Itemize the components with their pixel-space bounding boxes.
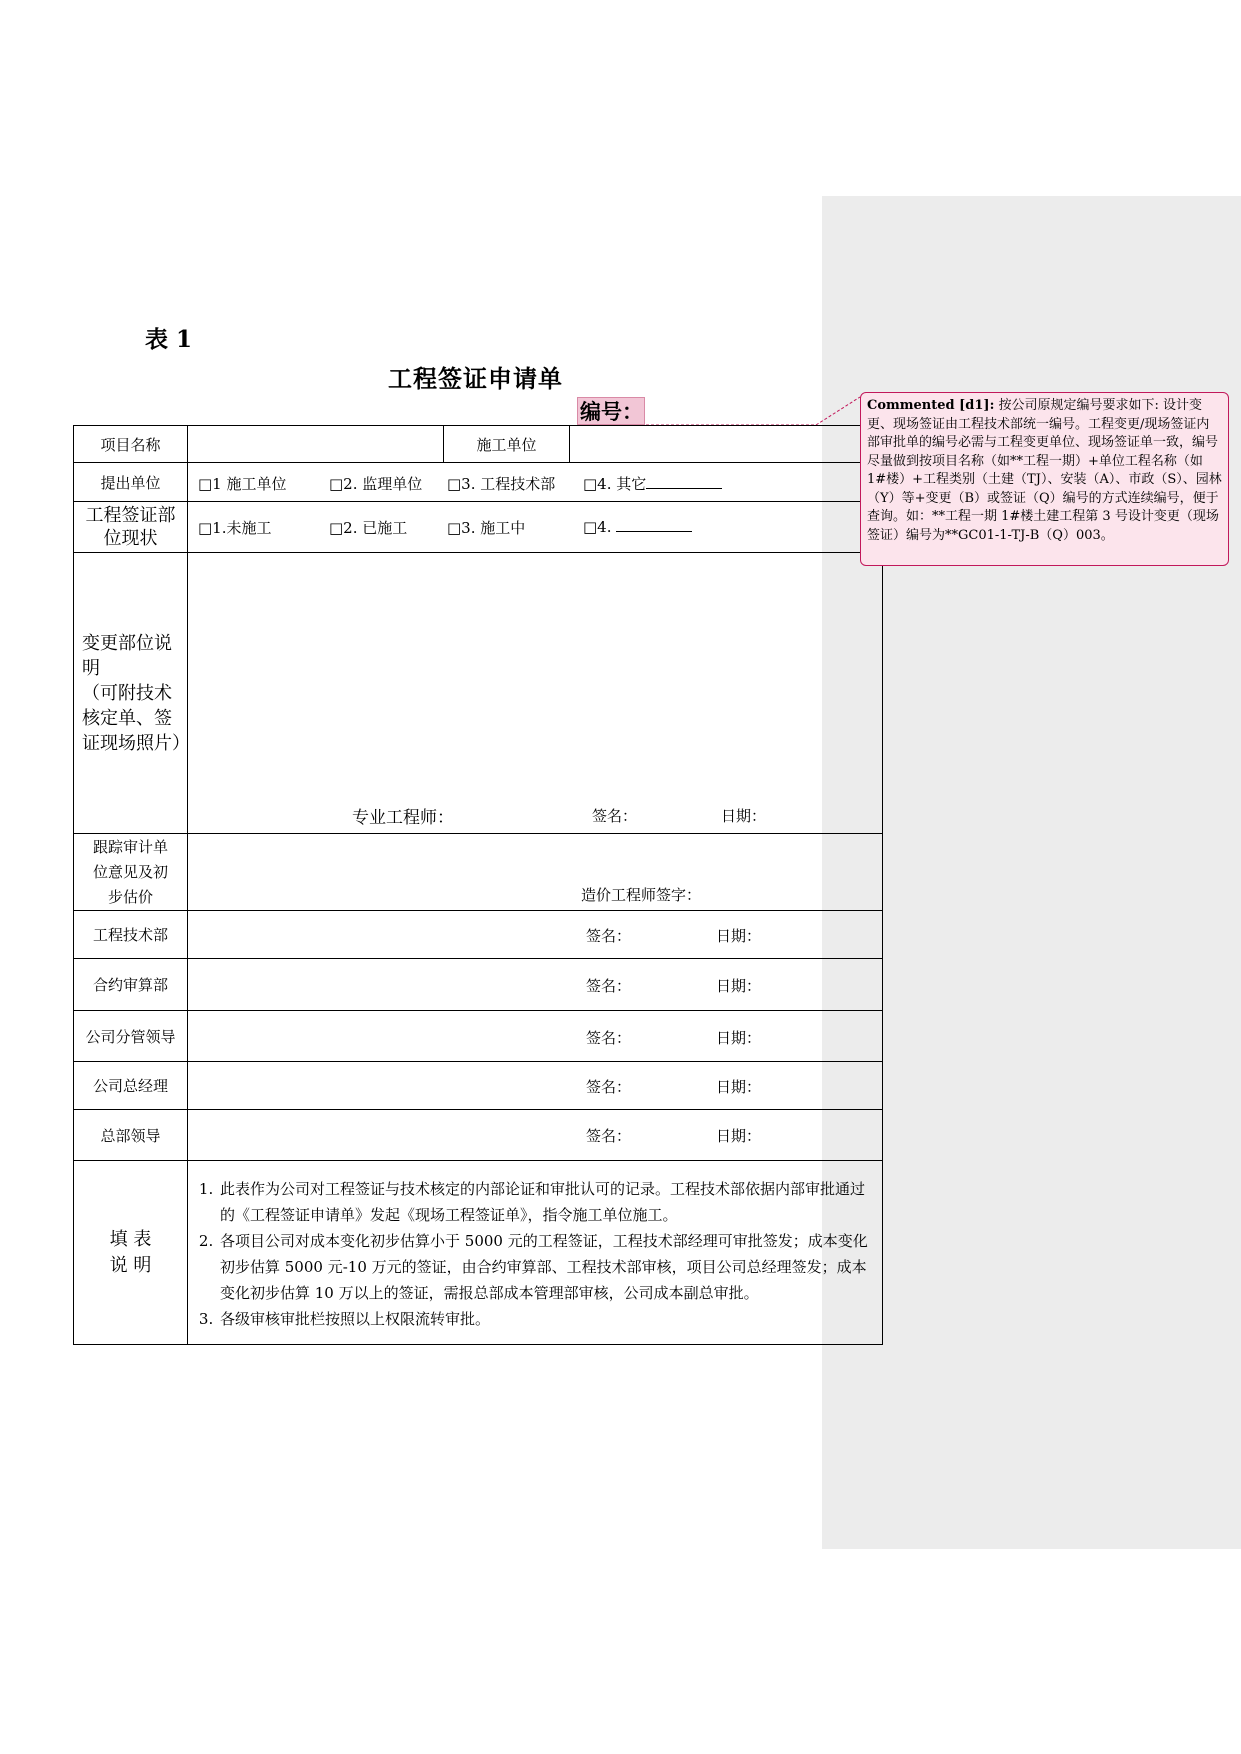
- table-label: 表 1: [145, 326, 193, 353]
- site-status-options: [188, 502, 883, 553]
- engineer-sign-label: 签名：: [592, 807, 638, 825]
- review-comment-balloon[interactable]: [860, 392, 1229, 566]
- instruction-item: 3. 各级审核审批栏按照以上权限流转审批。: [218, 1306, 874, 1332]
- comment-author: Commented [d1]:: [867, 398, 995, 413]
- approval-row: [74, 911, 883, 959]
- row-submitter: [74, 463, 883, 502]
- instructions-label: [74, 1161, 188, 1345]
- instruction-item: 2. 各项目公司对成本变化初步估算小于 5000 元的工程签证，工程技术部经理可审批签发；成本变化初步估算 5000 元-10 万元的签证，由合约审算部、工程技术部审核，项目公司总经理签发；成本变化初步估算 10 万以上的签证，需报总部成本管理部审核，公司成本副总审批。: [218, 1228, 874, 1306]
- approval-sign-label: 签名：: [586, 1127, 632, 1145]
- approval-row: [74, 959, 883, 1011]
- approval-date-label: 日期：: [716, 1029, 762, 1047]
- serial-number-label[interactable]: 编号：: [577, 397, 645, 425]
- status-option-other[interactable]: [583, 517, 692, 536]
- row-audit: [74, 834, 883, 911]
- visa-application-form: [73, 425, 883, 1345]
- change-label-line1: 变更部位说: [82, 632, 172, 654]
- status-option-completed[interactable]: □2. 已施工: [329, 519, 408, 537]
- change-description-field[interactable]: [188, 553, 883, 834]
- approval-label-vp: 公司分管领导: [74, 1011, 188, 1062]
- approval-field-vp[interactable]: [188, 1011, 883, 1062]
- change-label-line2: 明: [82, 657, 100, 679]
- site-status-label-line1: 工程签证部: [85, 505, 176, 526]
- submitter-label: 提出单位: [74, 463, 188, 502]
- approval-date-label: 日期：: [716, 1127, 762, 1145]
- submitter-option-other-label: □4. 其它: [583, 475, 647, 493]
- approval-sign-label: 签名：: [586, 1029, 632, 1047]
- instructions-label-line2: 说 明: [109, 1254, 152, 1276]
- audit-opinion-field[interactable]: [188, 834, 883, 911]
- change-label-line5: 证现场照片）: [82, 732, 190, 754]
- approval-sign-label: 签名：: [586, 1078, 632, 1096]
- comment-text: 按公司原规定编号要求如下: 设计变更、现场签证由工程技术部统一编号。工程变更/现场签证内部审批单的编号必需与工程变更单位、现场签证单一致，编号尽量做到按项目名称（如**工程一期）+单位工程名称（如 1#楼）+工程类别（土建（TJ）、安装（A）、市政（S）、园林（Y）等+变更（B）或签证（Q）编号的方式连续编号，便于查询。如：**工程一期 1#楼土建工程第 3 号设计变更（现场签证）编号为**GC01-1-TJ-B（Q）003。: [867, 398, 1222, 543]
- contractor-field[interactable]: [570, 426, 883, 463]
- audit-label-line3: 步估价: [107, 887, 153, 906]
- approval-row: [74, 1110, 883, 1161]
- cost-engineer-sign-label: 造价工程师签字：: [581, 886, 702, 904]
- change-description-label: [74, 553, 188, 834]
- change-label-line3: （可附技术: [82, 682, 172, 704]
- approval-field-hq[interactable]: [188, 1110, 883, 1161]
- submitter-options: [188, 463, 883, 502]
- approval-row: [74, 1062, 883, 1110]
- approval-row: [74, 1011, 883, 1062]
- approval-field-engineering[interactable]: [188, 911, 883, 959]
- audit-opinion-label: [74, 834, 188, 911]
- row-status: [74, 502, 883, 553]
- approval-sign-label: 签名：: [586, 927, 632, 945]
- instructions-text: [188, 1161, 883, 1345]
- submitter-option-other[interactable]: [583, 473, 722, 494]
- submitter-option-supervisor[interactable]: □2. 监理单位: [329, 475, 423, 493]
- row-project: [74, 426, 883, 463]
- engineer-date-label: 日期：: [721, 807, 767, 825]
- status-option-other-label: □4.: [583, 518, 612, 536]
- status-other-blank[interactable]: [616, 517, 692, 532]
- submitter-option-contractor[interactable]: □1 施工单位: [198, 475, 287, 493]
- approval-field-contracts[interactable]: [188, 959, 883, 1011]
- approval-label-gm: 公司总经理: [74, 1062, 188, 1110]
- contractor-label: 施工单位: [444, 426, 570, 463]
- instructions-label-line1: 填 表: [109, 1228, 152, 1250]
- approval-label-hq: 总部领导: [74, 1110, 188, 1161]
- project-name-label: 项目名称: [74, 426, 188, 463]
- approval-label-engineering: 工程技术部: [74, 911, 188, 959]
- approval-field-gm[interactable]: [188, 1062, 883, 1110]
- status-option-in-progress[interactable]: □3. 施工中: [447, 519, 526, 537]
- site-status-label: [74, 502, 188, 553]
- approval-date-label: 日期：: [716, 927, 762, 945]
- site-status-label-line2: 位现状: [103, 528, 158, 549]
- audit-label-line2: 位意见及初: [92, 862, 168, 881]
- approval-date-label: 日期：: [716, 1078, 762, 1096]
- submitter-option-engineering-dept[interactable]: □3. 工程技术部: [447, 475, 556, 493]
- audit-label-line1: 跟踪审计单: [92, 837, 168, 856]
- approval-sign-label: 签名：: [586, 977, 632, 995]
- row-change-description: [74, 553, 883, 834]
- row-instructions: [74, 1161, 883, 1345]
- approval-date-label: 日期：: [716, 977, 762, 995]
- status-option-not-started[interactable]: □1.未施工: [198, 519, 272, 537]
- engineer-label: 专业工程师：: [352, 808, 454, 828]
- instruction-item: 1. 此表作为公司对工程签证与技术核定的内部论证和审批认可的记录。工程技术部依据内部审批通过的《工程签证申请单》发起《现场工程签证单》，指令施工单位施工。: [218, 1176, 874, 1228]
- change-label-line4: 核定单、签: [82, 707, 172, 729]
- submitter-other-blank[interactable]: [646, 474, 722, 489]
- approval-label-contracts: 合约审算部: [74, 959, 188, 1011]
- page-title: 工程签证申请单: [388, 364, 563, 393]
- project-name-field[interactable]: [188, 426, 444, 463]
